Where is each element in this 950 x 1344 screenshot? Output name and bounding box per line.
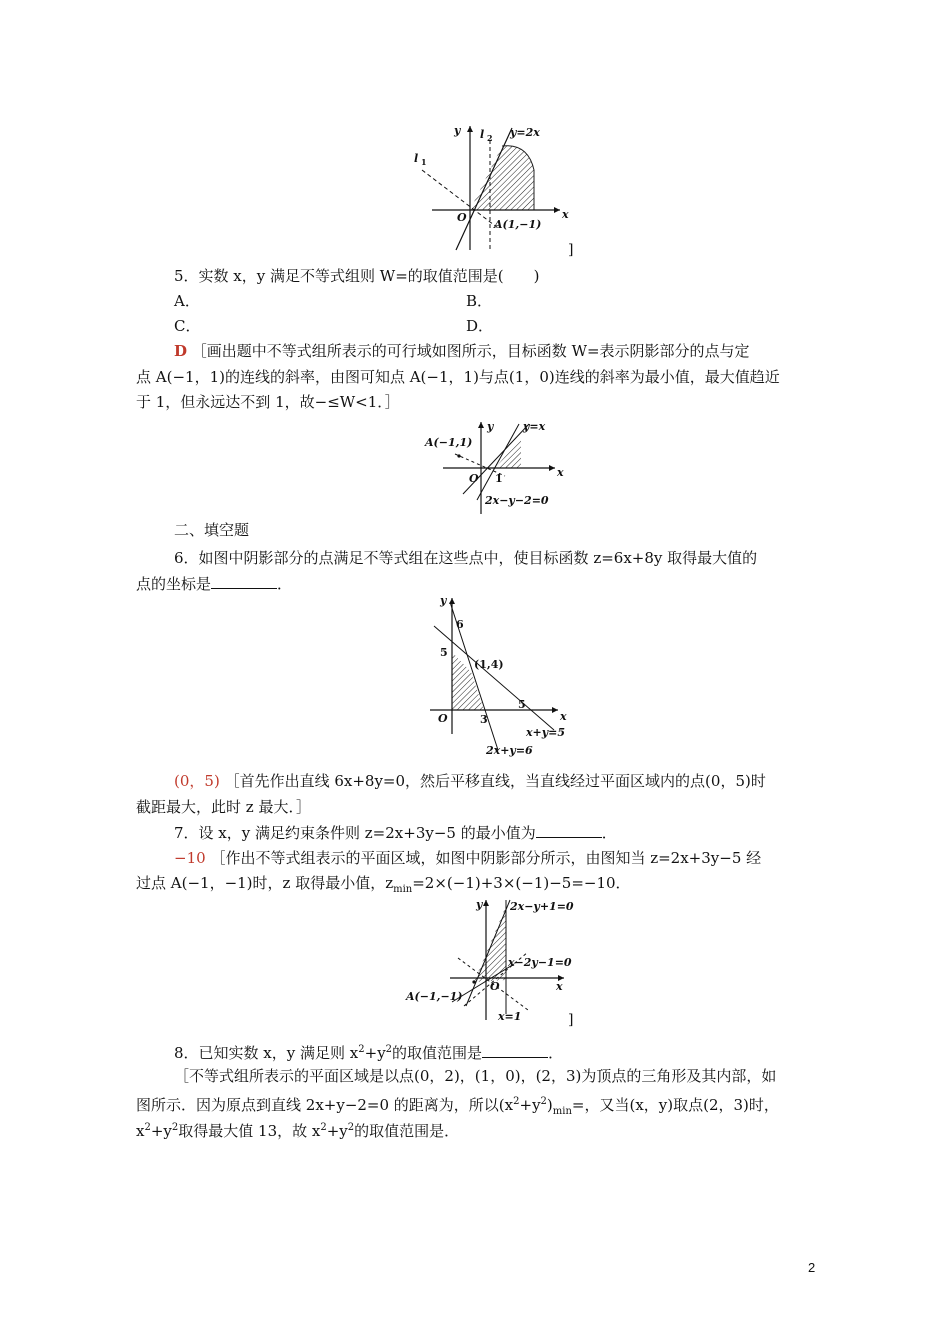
fig4-x-axis-label: x	[556, 980, 563, 993]
fig4-y-axis-label: y	[476, 898, 483, 911]
fig3-origin-label: O	[438, 712, 448, 725]
q6-answer: (0，5)	[174, 772, 220, 790]
q8-stem-b: +y	[364, 1044, 386, 1062]
q8-exp-3c: 取得最大值 13，故 x	[178, 1122, 321, 1140]
q7-stem-end: ．	[601, 824, 617, 842]
figure-2-feasible-region	[425, 418, 575, 518]
q8-stem-c: 的取值范围是	[392, 1044, 483, 1062]
q7-explanation-subscript: min	[393, 884, 413, 895]
q7-answer-blank[interactable]	[536, 823, 602, 838]
q6-explanation-text-1: ［首先作出直线 6x+8y=0，然后平移直线，当直线经过平面区域内的点(0，5)时	[224, 772, 766, 790]
q8-exp-3b: +y	[150, 1122, 172, 1140]
fig2-y-axis-label: y	[487, 420, 494, 433]
q8-stem-end: ．	[548, 1044, 564, 1062]
q8-exp-3d: +y	[326, 1122, 348, 1140]
fig3-tick-3: 3	[480, 713, 488, 726]
q8-sup-1: 2	[358, 1044, 365, 1055]
q8-exp-3e: 的取值范围是．	[354, 1122, 460, 1140]
fig3-tick-5x: 5	[518, 698, 526, 711]
q7-answer: −10	[174, 849, 206, 867]
fig1-l2-subscript: 2	[487, 133, 493, 143]
q7-explanation-text-2: 过点 A(−1，−1)时，z 取得最小值，z	[136, 874, 394, 892]
fig3-tick-6: 6	[456, 618, 464, 631]
fig4-point-a-label: A(−1,−1)	[406, 990, 463, 1003]
fig3-x-axis-label: x	[560, 710, 567, 723]
q8-exp-sup-1: 2	[513, 1096, 520, 1107]
fig1-x-axis-label: x	[562, 208, 569, 221]
q5-option-d: D．	[466, 317, 494, 335]
q6-stem-text-2: 点的坐标是	[136, 575, 212, 593]
q7-stem-line	[174, 823, 617, 843]
q8-stem-line	[174, 1040, 563, 1063]
q8-exp-2d: =，又当(x，y)取点(2，3)时，	[571, 1096, 779, 1114]
fig1-l2-label: l	[480, 128, 485, 141]
fig2-point-a-label: A(−1,1)	[425, 436, 473, 449]
q8-explanation-line-3	[136, 1118, 459, 1141]
q8-sup-2: 2	[385, 1044, 393, 1055]
fig3-y-axis-label: y	[440, 594, 447, 607]
q6-answer-blank[interactable]	[211, 574, 277, 589]
q8-exp-2a: 图所示．因为原点到直线 2x+y−2=0 的距离为，所以(x	[136, 1096, 514, 1114]
fig1-l1-label: l	[414, 152, 419, 165]
figure-4-feasible-region	[406, 896, 586, 1026]
q8-exp-sup-4: 2	[171, 1122, 179, 1133]
fig1-line-y2x-label: y=2x	[510, 126, 540, 139]
figure-1-feasible-region	[410, 118, 580, 258]
q5-stem: 5．实数 x，y 满足不等式组则 W=的取值范围是( )	[174, 267, 540, 285]
fig3-line-a-label: x+y=5	[526, 726, 566, 739]
fig3-tick-5y: 5	[440, 646, 448, 659]
q7-explanation-text-1: ［作出不等式组表示的平面区域，如图中阴影部分所示，由图知当 z=2x+3y−5 经	[210, 849, 762, 867]
q5-explanation-line-3: 于 1，但永远达不到 1，故−≤W<1．］	[136, 393, 400, 411]
q7-explanation-line-1	[174, 848, 761, 868]
fig1-y-axis-label: y	[454, 124, 461, 137]
figure-3-feasible-region	[420, 594, 570, 760]
fig1-l1-subscript: 1	[421, 157, 427, 167]
q7-stem: 7．设 x，y 满足约束条件则 z=2x+3y−5 的最小值为	[174, 824, 536, 842]
fig1-point-a-label: A(1,−1)	[494, 218, 542, 231]
q5-explanation-text-1: ［画出题中不等式组所表示的可行域如图所示，目标函数 W=表示阴影部分的点与定	[191, 342, 750, 360]
q6-explanation-line-2: 截距最大，此时 z 最大．］	[136, 798, 311, 816]
q5-explanation-line-2: 点 A(−1，1)的连线的斜率，由图可知点 A(−1，1)与点(1，0)连线的斜率为最小值，最大值趋近	[136, 368, 780, 386]
q8-exp-2b: +y	[519, 1096, 541, 1114]
q6-stem-line-2	[136, 574, 292, 594]
q5-option-c: C．	[174, 317, 201, 335]
q5-option-a: A．	[174, 292, 200, 310]
fig4-line-b-label: x−2y−1=0	[508, 956, 572, 969]
q5-explanation-line-1	[174, 341, 750, 361]
fig1-origin-label: O	[457, 211, 467, 224]
q8-exp-2c: )	[546, 1096, 553, 1114]
q5-answer: D	[174, 342, 188, 360]
page-number: 2	[808, 1260, 816, 1275]
q6-stem-end: ．	[277, 575, 293, 593]
q8-exp-sup-5: 2	[320, 1122, 327, 1133]
fig4-closing-bracket: ]	[568, 1012, 574, 1028]
q6-stem-line-1: 6．如图中阴影部分的点满足不等式组在这些点中，使目标函数 z=6x+8y 取得最大值的	[174, 549, 758, 567]
q5-option-b: B．	[466, 292, 493, 310]
q8-exp-sub-min: min	[552, 1106, 572, 1117]
fig2-line-yx-label: y=x	[523, 420, 546, 433]
section-2-heading: 二、填空题	[174, 521, 250, 539]
fig2-x-axis-label: x	[557, 466, 564, 479]
q8-answer-blank[interactable]	[482, 1043, 548, 1058]
fig3-point-label: (1,4)	[474, 658, 504, 671]
fig4-line-a-label: 2x−y+1=0	[510, 900, 574, 913]
q8-exp-sup-2: 2	[540, 1096, 547, 1107]
fig1-closing-bracket: ]	[568, 242, 574, 258]
q8-exp-3a: x	[136, 1122, 145, 1140]
fig2-line-2-label: 2x−y−2=0	[485, 494, 549, 507]
fig4-origin-label: O	[490, 980, 500, 993]
q8-exp-sup-6: 2	[347, 1122, 355, 1133]
q6-explanation-line-1	[174, 771, 766, 791]
q8-explanation-line-1: ［不等式组所表示的平面区域是以点(0，2)，(1，0)，(2，3)为顶点的三角形及其内部，如	[174, 1067, 777, 1085]
fig3-line-b-label: 2x+y=6	[486, 744, 533, 757]
q8-exp-sup-3: 2	[144, 1122, 151, 1133]
q7-explanation-text-2-end: =2×(−1)+3×(−1)−5=−10．	[412, 874, 631, 892]
fig2-origin-label: O	[469, 472, 479, 485]
fig2-tick-1: 1	[495, 472, 503, 485]
q8-stem-a: 8．已知实数 x，y 满足则 x	[174, 1044, 359, 1062]
fig4-line-c-label: x=1	[498, 1010, 522, 1023]
